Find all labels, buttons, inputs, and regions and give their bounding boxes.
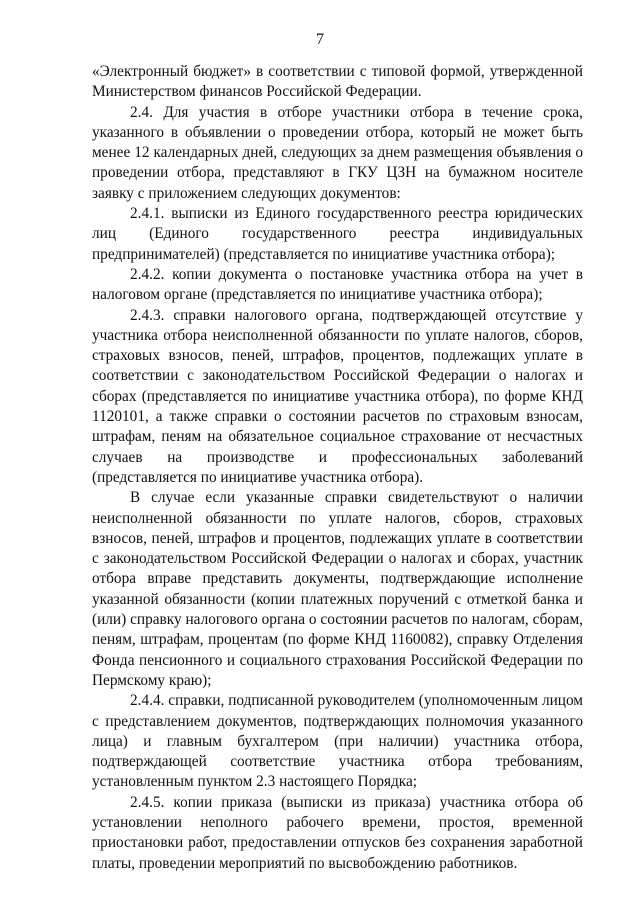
paragraph-2-4-5: 2.4.5. копии приказа (выписки из приказа) участника отбора об установлении неполного рабочего времени, простоя, временной приостановки работ, предоставлении отпусков без сохранения заработной платы, проведении мероприятий по высвобождению работников. xyxy=(92,793,583,872)
paragraph-debt-case: В случае если указанные справки свидетельствуют о наличии неисполненной обязанности по уплате налогов, сборов, страховых взносов, пеней, штрафов и процентов, подлежащих уплате в соответствии с законодательством Российской Федерации о налогах и сборах, участник отбора вправе представить документы, подтверждающие исполнение указанной обязанности (копии платежных поручений с отметкой банка и (или) справку налогового органа о состоянии расчетов по налогам, сборам, пеням, штрафам, процентам (по форме КНД 1160082), справку Отделения Фонда пенсионного и социального страхования Российской Федерации по Пермскому краю); xyxy=(92,489,583,689)
paragraph-2-4: 2.4. Для участия в отборе участники отбора в течение срока, указанного в объявлении о проведении отбора, который не может быть менее 12 календарных дней, следующих за днем размещения объявления о проведении отбора, представляют в ГКУ ЦЗН на бумажном носителе заявку с приложением следующих документов: xyxy=(92,103,583,202)
document-body xyxy=(92,62,583,874)
paragraph-2-4-3: 2.4.3. справки налогового органа, подтверждающей отсутствие у участника отбора неисполненной обязанности по уплате налогов, сборов, страховых взносов, пеней, штрафов, процентов, подлежащих уплате в соответствии с законодательством Российской Федерации о налогах и сборах (представляется по инициативе участника отбора), по форме КНД 1120101, а также справки о состоянии расчетов по страховым взносам, штрафам, пеням на обязательное социальное страхование от несчастных случаев на производстве и профессиональных заболеваний (представляется по инициативе участника отбора). xyxy=(92,306,583,486)
paragraph-electronic-budget: «Электронный бюджет» в соответствии с типовой формой, утвержденной Министерством финансов Российской Федерации. xyxy=(92,63,583,101)
paragraph-2-4-2: 2.4.2. копии документа о постановке участника отбора на учет в налоговом органе (представляется по инициативе участника отбора); xyxy=(92,265,583,304)
paragraph-2-4-1: 2.4.1. выписки из Единого государственного реестра юридических лиц (Единого государственного реестра индивидуальных предпринимателей) (представляется по инициативе участника отбора); xyxy=(92,205,583,263)
page-number: 7 xyxy=(316,31,324,48)
paragraph-2-4-4: 2.4.4. справки, подписанной руководителем (уполномоченным лицом с представлением документов, подтверждающих полномочия указанного лица) и главным бухгалтером (при наличии) участника отбора, подтверждающей соответствие участника отбора требованиям, установленным пунктом 2.3 настоящего Порядка; xyxy=(92,692,583,791)
